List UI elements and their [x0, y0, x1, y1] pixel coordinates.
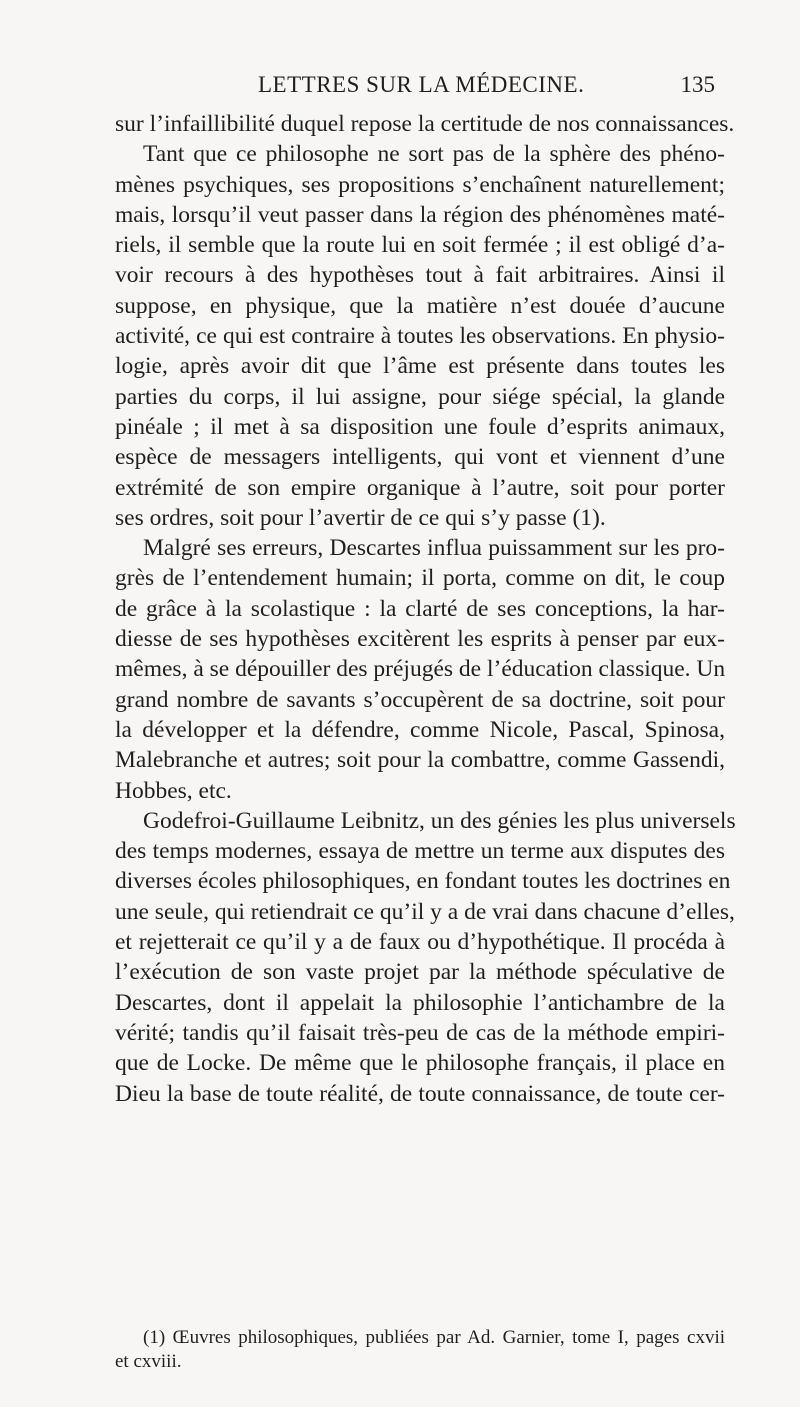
- text-line: voir recours à des hypothèses tout à fait arbitraires. Ainsi il: [115, 262, 725, 289]
- text-line: grand nombre de savants s’occupèrent de sa doctrine, soit pour: [115, 686, 725, 713]
- text-line: que de Locke. De même que le philosophe français, il place en: [115, 1050, 725, 1077]
- text-line: et rejetterait ce qu’il y a de faux ou d’hypothétique. Il procéda à: [115, 929, 725, 956]
- text-line: mènes psychiques, ses propositions s’enchaînent naturellement;: [115, 171, 725, 198]
- text-line: espèce de messagers intelligents, qui vont et viennent d’une: [115, 444, 725, 471]
- text-line: des temps modernes, essaya de mettre un terme aux disputes des: [115, 838, 725, 865]
- text-line: diesse de ses hypothèses excitèrent les esprits à penser par eux-: [115, 626, 725, 653]
- text-line: sur l’infaillibilité duquel repose la certitude de nos connaissances.: [115, 111, 735, 137]
- text-line: diverses écoles philosophiques, en fondant toutes les doctrines en: [115, 868, 731, 895]
- text-line: activité, ce qui est contraire à toutes les observations. En physio-: [115, 323, 725, 350]
- text-line: une seule, qui retiendrait ce qu’il y a de vrai dans chacune d’elles,: [115, 898, 735, 925]
- text-line: riels, il semble que la route lui en soit fermée ; il est obligé d’a-: [115, 232, 725, 259]
- text-line: la développer et la défendre, comme Nicole, Pascal, Spinosa,: [115, 716, 725, 743]
- body-text: [115, 109, 736, 1109]
- text-line: logie, après avoir dit que l’âme est présente dans toutes les: [115, 353, 725, 380]
- text-line: grès de l’entendement humain; il porta, comme on dit, le coup: [115, 565, 725, 592]
- footnote-line: (1) Œuvres philosophiques, publiées par Ad. Garnier, tome I, pages cxvii: [143, 1327, 725, 1348]
- text-line: Dieu la base de toute réalité, de toute connaissance, de toute cer-: [115, 1080, 725, 1107]
- text-line: Tant que ce philosophe ne sort pas de la sphère des phéno-: [143, 141, 725, 168]
- text-line: Hobbes, etc.: [115, 777, 232, 804]
- text-line: Malgré ses erreurs, Descartes influa puissamment sur les pro-: [143, 535, 725, 562]
- text-line: suppose, en physique, que la matière n’est douée d’aucune: [115, 292, 725, 319]
- footnote-line: et cxviii.: [115, 1351, 182, 1372]
- text-line: mais, lorsqu’il veut passer dans la région des phénomènes maté-: [115, 201, 725, 228]
- text-line: Descartes, dont il appelait la philosophie l’antichambre de la: [115, 989, 725, 1016]
- text-line: Godefroi-Guillaume Leibnitz, un des génies les plus universels: [143, 807, 736, 834]
- text-line: extrémité de son empire organique à l’autre, soit pour porter: [115, 474, 725, 501]
- footnotes: [115, 1326, 725, 1374]
- text-line: de grâce à la scolastique : la clarté de ses conceptions, la har-: [115, 595, 725, 622]
- text-line: mêmes, à se dépouiller des préjugés de l’éducation classique. Un: [115, 656, 726, 683]
- text-line: vérité; tandis qu’il faisait très-peu de cas de la méthode empiri-: [115, 1019, 725, 1046]
- text-line: l’exécution de son vaste projet par la méthode spéculative de: [115, 959, 725, 986]
- page-header: [115, 72, 715, 106]
- page-number: 135: [680, 72, 715, 97]
- text-line: ses ordres, soit pour l’avertir de ce qui s’y passe (1).: [115, 504, 606, 531]
- text-line: Malebranche et autres; soit pour la combattre, comme Gassendi,: [115, 747, 725, 774]
- running-title: LETTRES SUR LA MÉDECINE.: [258, 72, 585, 97]
- text-line: pinéale ; il met à sa disposition une foule d’esprits animaux,: [115, 413, 725, 440]
- text-line: parties du corps, il lui assigne, pour siége spécial, la glande: [115, 383, 725, 410]
